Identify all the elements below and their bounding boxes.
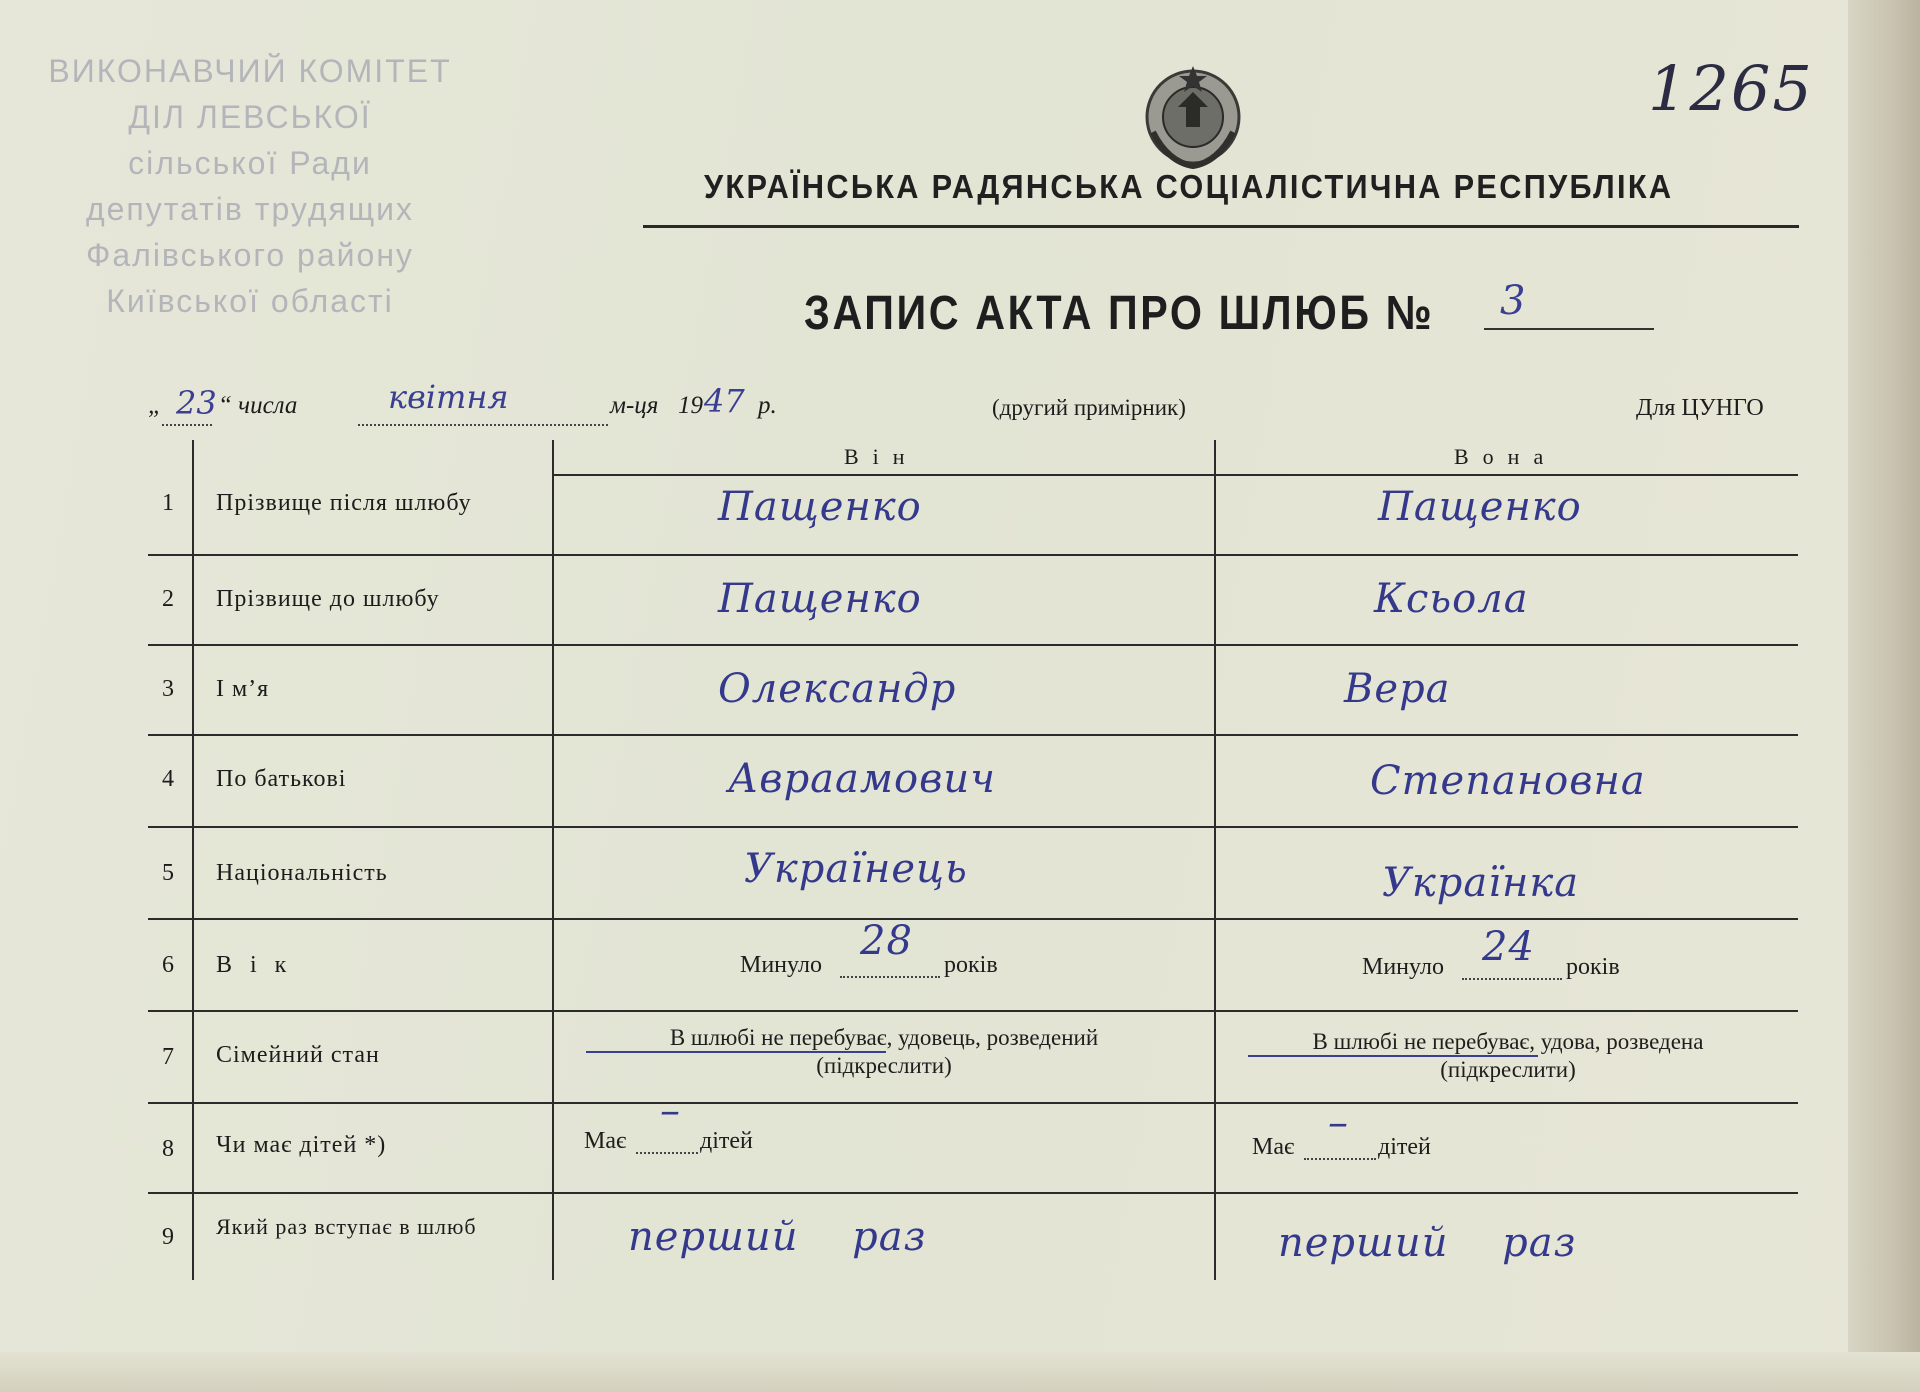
she-children-suffix: дітей <box>1378 1134 1431 1160</box>
row-rule <box>148 1102 1798 1104</box>
row-rule <box>148 826 1798 828</box>
page-edge-right <box>1848 0 1920 1392</box>
row-label-marriage-count: Який раз вступає в шлюб <box>216 1214 477 1239</box>
row-rule <box>148 644 1798 646</box>
republic-heading: УКРАЇНСЬКА РАДЯНСЬКА СОЦІАЛІСТИЧНА РЕСПУБЛІКА <box>703 168 1674 205</box>
he-surname-after-value: Пащенко <box>718 484 922 530</box>
column-header-rule-she <box>1216 474 1798 476</box>
he-marital-status-text: В шлюбі не перебуває, удовець, розведений <box>669 1025 1099 1050</box>
he-marital-status-note: (підкреслити) <box>816 1053 952 1078</box>
stamp-line: сільської Ради <box>128 145 372 181</box>
document-title: ЗАПИС АКТА ПРО ШЛЮБ № <box>804 287 1435 340</box>
he-age-value: 28 <box>860 918 913 964</box>
column-header-he: Він <box>844 444 919 469</box>
row-rule <box>148 918 1798 920</box>
registration-date-line <box>148 378 1808 438</box>
she-surname-before-value: Ксьола <box>1374 576 1529 622</box>
archive-sheet-number: 1265 <box>1648 52 1814 125</box>
she-surname-after-value: Пащенко <box>1378 484 1582 530</box>
stamp-line: ДІЛ ЛЕВСЬКОЇ <box>128 99 372 135</box>
stamp-line: депутатів трудящих <box>85 191 415 227</box>
she-age-prefix: Минуло <box>1362 954 1444 980</box>
she-age-value: 24 <box>1482 924 1535 970</box>
he-first-name-value: Олександр <box>718 666 957 712</box>
column-header-rule-he <box>554 474 1214 476</box>
row-label-first-name: І м’я <box>216 676 270 702</box>
stamp-line: Фалівського району <box>86 237 414 273</box>
date-day-value: 23 <box>176 384 217 422</box>
marriage-record-table <box>148 440 1798 1280</box>
column-header-she: Вона <box>1454 444 1558 469</box>
she-patronymic-value: Степановна <box>1370 758 1646 804</box>
he-marital-status-underline <box>586 1051 886 1053</box>
record-number-value: 3 <box>1500 278 1526 324</box>
date-month-value: квітня <box>388 378 509 416</box>
he-children-prefix: Має <box>584 1128 627 1154</box>
date-year-prefix: 19 <box>678 392 703 419</box>
row-label-surname-before: Прізвище до шлюбу <box>216 586 440 612</box>
he-nationality-value: Українець <box>744 846 968 892</box>
row-number: 4 <box>162 766 174 792</box>
row-number: 3 <box>162 676 174 702</box>
row-label-surname-after: Прізвище після шлюбу <box>216 490 472 516</box>
row-label-patronymic: По батькові <box>216 766 347 792</box>
heading-rule <box>643 225 1799 228</box>
table-divider-columns <box>1214 440 1216 1280</box>
row-rule <box>148 554 1798 556</box>
row-number: 7 <box>162 1044 174 1070</box>
row-number: 2 <box>162 586 174 612</box>
date-year-suffix: р. <box>758 392 777 419</box>
row-rule <box>148 734 1798 736</box>
she-marital-status-text: В шлюбі не перебуває, удова, розведена <box>1312 1029 1704 1054</box>
date-year-value: 47 <box>704 382 745 420</box>
stamp-line: ВИКОНАВЧИЙ КОМІТЕТ <box>48 53 452 89</box>
second-copy-label: (другий примірник) <box>992 395 1186 420</box>
he-age-suffix: років <box>944 952 998 978</box>
she-children-value: – <box>1328 1100 1349 1146</box>
date-month-label: м-ця <box>610 392 659 419</box>
row-number: 6 <box>162 952 174 978</box>
she-nationality-value: Українка <box>1382 860 1580 906</box>
she-age-suffix: років <box>1566 954 1620 980</box>
date-quote-open: „ <box>148 392 162 419</box>
date-day-label: “ числа <box>218 392 298 419</box>
stamp-line: Київської області <box>106 283 394 319</box>
destination-label: Для ЦУНГО <box>1636 395 1764 421</box>
state-emblem-icon <box>1138 62 1248 172</box>
he-patronymic-value: Авраамович <box>728 756 997 802</box>
he-children-value: – <box>660 1088 681 1134</box>
she-marriage-count-value: перший раз <box>1278 1220 1577 1266</box>
row-label-age: В і к <box>216 952 293 978</box>
he-children-suffix: дітей <box>700 1128 753 1154</box>
row-number: 8 <box>162 1136 174 1162</box>
row-number: 9 <box>162 1224 174 1250</box>
table-divider-number <box>192 440 194 1280</box>
she-marital-status-underline <box>1248 1055 1538 1057</box>
page-edge-bottom <box>0 1352 1920 1392</box>
she-marital-status-note: (підкреслити) <box>1440 1057 1576 1082</box>
row-label-nationality: Національність <box>216 860 388 886</box>
row-label-children: Чи має дітей *) <box>216 1132 387 1158</box>
row-rule <box>148 1010 1798 1012</box>
he-age-prefix: Минуло <box>740 952 822 978</box>
office-stamp <box>0 48 500 324</box>
she-children-prefix: Має <box>1252 1134 1295 1160</box>
he-surname-before-value: Пащенко <box>718 576 922 622</box>
she-first-name-value: Вера <box>1344 666 1451 712</box>
he-marriage-count-value: перший раз <box>628 1214 927 1260</box>
row-number: 1 <box>162 490 174 516</box>
row-label-marital-status: Сімейний стан <box>216 1042 380 1068</box>
row-number: 5 <box>162 860 174 886</box>
table-divider-label <box>552 440 554 1280</box>
row-rule <box>148 1192 1798 1194</box>
